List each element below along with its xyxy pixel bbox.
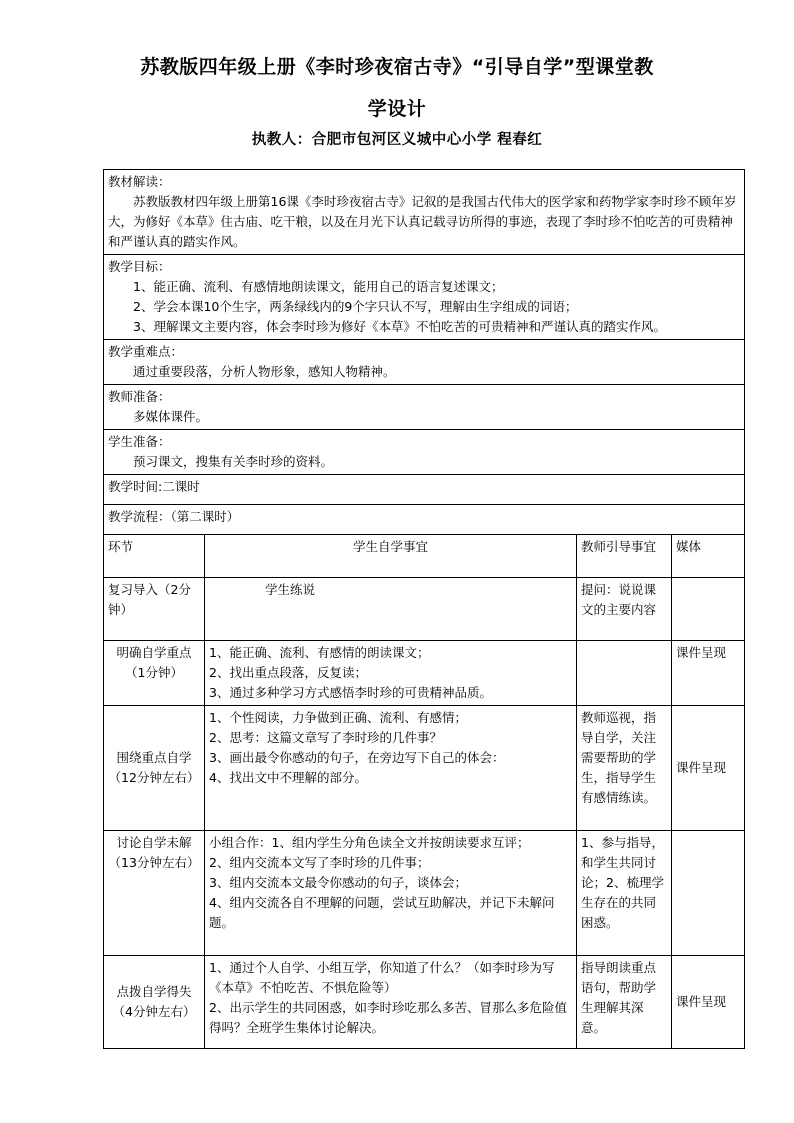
student-cell: 小组合作：1、组内学生分角色读全文并按朗读要求互评； 2、组内交流本文写了李时珍的几件事； 3、组内交流本文最令你感动的句子，谈体会； 4、组内交流各自不理解的问题，尝试互助解决，并记下未解问题。 xyxy=(205,831,577,956)
teacher-prep-text: 多媒体课件。 xyxy=(133,409,209,424)
stage-cell: 明确自学重点（1分钟） xyxy=(104,641,205,706)
teacher-cell: 1、参与指导，和学生共同讨论；2、梳理学生存在的共同困惑。 xyxy=(577,831,672,956)
time-section xyxy=(104,475,745,505)
stage-cell: 围绕重点自学（12分钟左右） xyxy=(104,706,205,831)
author-line: 执教人：合肥市包河区义城中心小学 程春红 xyxy=(251,132,543,148)
goal-item: 3、理解课文主要内容，体会李时珍为修好《本草》不怕吃苦的可贵精神和严谨认真的踏实作风。 xyxy=(133,319,666,334)
student-cell: 1、能正确、流利、有感情的朗读课文； 2、找出重点段落，反复读； 3、通过多种学习方式感悟李时珍的可贵精神品质。 xyxy=(205,641,577,706)
flow-header-row xyxy=(104,535,745,578)
teacher-prep-section xyxy=(104,385,745,430)
stage-cell: 复习导入（2分钟） xyxy=(104,578,205,641)
media-cell xyxy=(672,831,745,956)
material-text: 苏教版教材四年级上册第16课《李时珍夜宿古寺》记叙的是我国古代伟大的医学家和药物学家李时珍不顾年岁大，为修好《本草》住古庙、吃干粮，以及在月光下认真记载寻访所得的事迹，表现了李时珍不怕吃苦的可贵精神和严谨认真的踏实作风。 xyxy=(108,194,737,249)
student-prep-section xyxy=(104,430,745,475)
key-points-label: 教学重难点： xyxy=(108,344,184,359)
stage-cell: 点拨自学得失（4分钟左右） xyxy=(104,956,205,1049)
time-text: 教学时间:二课时 xyxy=(108,479,200,494)
teacher-prep-label: 教师准备： xyxy=(108,389,171,404)
key-points-section xyxy=(104,340,745,385)
table-row xyxy=(104,706,745,831)
media-cell: 课件呈现 xyxy=(672,641,745,706)
goal-item: 1、能正确、流利、有感情地朗读课文，能用自己的语言复述课文； xyxy=(133,279,504,294)
material-label: 教材解读： xyxy=(108,174,171,189)
media-cell xyxy=(672,578,745,641)
flow-text: 教学流程：（第二课时） xyxy=(108,509,240,524)
student-cell: 1、个性阅读，力争做到正确、流利、有感情； 2、思考：这篇文章写了李时珍的几件事？ 3、画出最令你感动的句子，在旁边写下自己的体会： 4、找出文中不理解的部分。 xyxy=(205,706,577,831)
table-row xyxy=(104,578,745,641)
page-title-continued: 学设计 xyxy=(367,98,427,120)
table-row xyxy=(104,831,745,956)
teacher-cell: 指导朗读重点语句，帮助学生理解其深意。 xyxy=(577,956,672,1049)
goals-section xyxy=(104,255,745,340)
goals-label: 教学目标： xyxy=(108,259,171,274)
header-media: 媒体 xyxy=(672,535,745,578)
teacher-cell: 提问：说说课文的主要内容 xyxy=(577,578,672,641)
header-student: 学生自学事宜 xyxy=(205,535,577,578)
teacher-cell xyxy=(577,641,672,706)
page-title: 苏教版四年级上册《李时珍夜宿古寺》“引导自学”型课堂教 xyxy=(140,56,654,78)
goal-item: 2、学会本课10个生字，两条绿线内的9个字只认不写，理解由生字组成的词语； xyxy=(133,299,578,314)
table-row xyxy=(104,641,745,706)
stage-cell: 讨论自学未解（13分钟左右） xyxy=(104,831,205,956)
student-cell: 1、通过个人自学、小组互学，你知道了什么？（如李时珍为写《本草》不怕吃苦、不惧危险等） 2、出示学生的共同困惑，如李时珍吃那么多苦、冒那么多危险值得吗？全班学生集体讨论解决。 xyxy=(205,956,577,1049)
table-row xyxy=(104,956,745,1049)
material-section xyxy=(104,170,745,255)
media-cell: 课件呈现 xyxy=(672,706,745,831)
header-teacher: 教师引导事宜 xyxy=(577,535,672,578)
header-stage: 环节 xyxy=(104,535,205,578)
student-prep-text: 预习课文，搜集有关李时珍的资料。 xyxy=(133,454,334,469)
flow-section xyxy=(104,505,745,535)
key-points-text: 通过重要段落，分析人物形象，感知人物精神。 xyxy=(133,364,396,379)
media-cell: 课件呈现 xyxy=(672,956,745,1049)
student-cell: 学生练说 xyxy=(205,578,577,641)
teacher-cell: 教师巡视，指导自学，关注需要帮助的学生，指导学生有感情练读。 xyxy=(577,706,672,831)
lesson-plan-table xyxy=(103,169,745,1049)
student-prep-label: 学生准备： xyxy=(108,434,171,449)
